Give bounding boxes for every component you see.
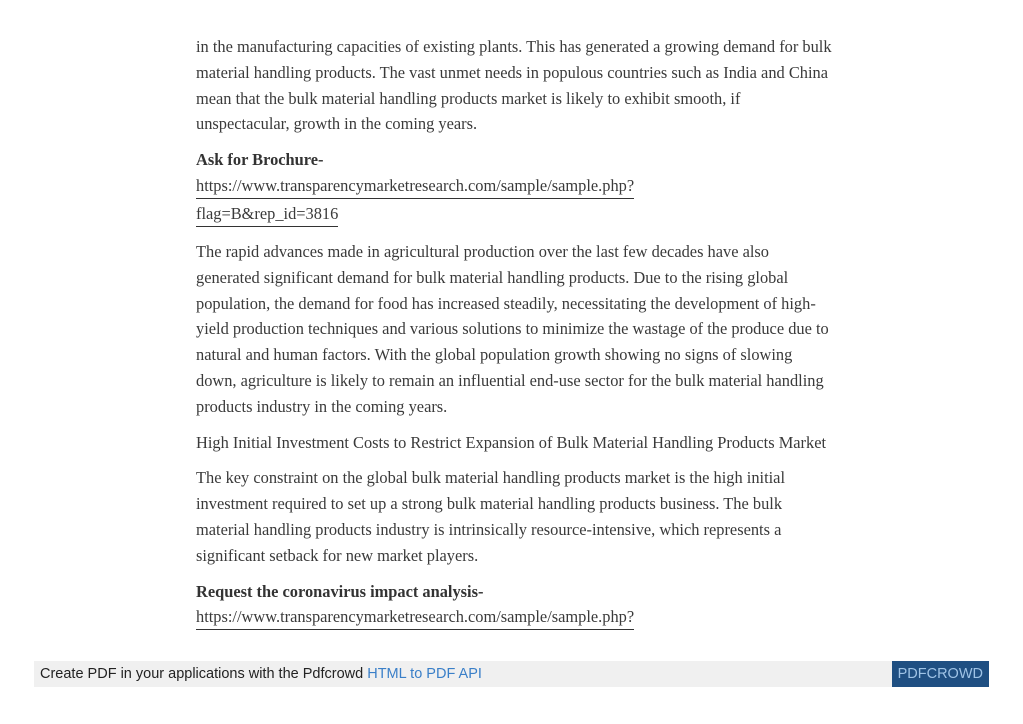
brochure-label: Ask for Brochure- [196,150,324,170]
paragraph-constraint: The key constraint on the global bulk material handling products market is the high initial investment required to set up a strong bulk material handling products business. The bulk material handling products industry is intrinsically resource-intensive, which represents a significant setback for new market players. [196,468,786,565]
section-heading: High Initial Investment Costs to Restrict Expansion of Bulk Material Handling Products Market [196,432,827,452]
pdfcrowd-button[interactable]: PDFCROWD [892,661,989,687]
pdfcrowd-footer [34,661,989,687]
footer-text-wrap [40,661,482,687]
covid-link-line1[interactable]: https://www.transparencymarketresearch.com/sample/sample.php? [196,605,634,630]
covid-link[interactable] [196,604,836,632]
paragraph-agriculture: The rapid advances made in agricultural production over the last few decades have also generated significant demand for bulk material handling products. Due to the rising global population, the demand for food has increased steadily, necessitating the development of high-yield production techniques and various solutions to minimize the wastage of the produce due to natural and human factors. With the global population growth showing no signs of slowing down, agriculture is likely to remain an influential end-use sector for the bulk material handling products industry in the coming years. [196,241,829,416]
footer-api-link[interactable]: HTML to PDF API [367,666,482,682]
brochure-link-line1[interactable]: https://www.transparencymarketresearch.com/sample/sample.php? [196,174,634,199]
brochure-link-line2[interactable]: flag=B&rep_id=3816 [196,202,338,227]
article-body [196,34,836,642]
footer-text: Create PDF in your applications with the Pdfcrowd [40,666,368,682]
covid-label: Request the coronavirus impact analysis- [196,581,484,601]
brochure-link[interactable] [196,173,836,229]
paragraph-intro: in the manufacturing capacities of existing plants. This has generated a growing demand for bulk material handling products. The vast unmet needs in populous countries such as India and China mean that the bulk material handling products market is likely to exhibit smooth, if unspectacular, growth in the coming years. [196,37,832,134]
